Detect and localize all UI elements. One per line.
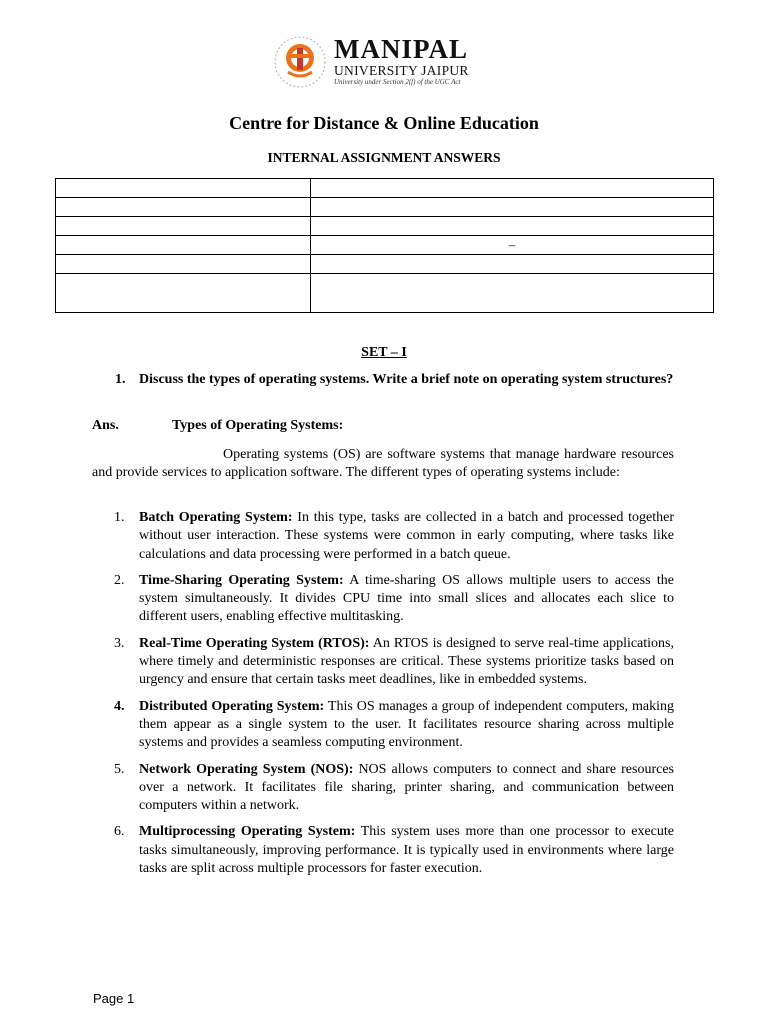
table-row (56, 274, 714, 313)
table-cell-value (311, 274, 714, 313)
list-item (92, 823, 674, 878)
list-item (92, 698, 674, 753)
student-info-table (55, 178, 714, 313)
table-cell-label (56, 217, 311, 236)
university-logo (272, 34, 502, 90)
list-item-number: 2. (114, 572, 125, 588)
list-item-text: This OS manages a group of independent computers, making them appear as a single system to the user. It facilitates resource sharing across multiple systems and provides a seamless computing environment. (139, 698, 674, 751)
table-row (56, 179, 714, 198)
list-item-number: 3. (114, 635, 125, 651)
question (115, 371, 675, 389)
set-heading: SET – I (361, 345, 407, 360)
question-text: Discuss the types of operating systems. Write a brief note on operating system structures? (139, 372, 674, 387)
logo-subname: UNIVERSITY JAIPUR (334, 63, 469, 78)
table-cell-value: – (311, 236, 714, 255)
answer-heading: Types of Operating Systems: (172, 418, 344, 433)
table-row (56, 255, 714, 274)
manipal-emblem-icon (272, 34, 328, 90)
table-cell-label (56, 236, 311, 255)
page-subtitle: INTERNAL ASSIGNMENT ANSWERS (267, 150, 501, 165)
list-item-number: 6. (114, 824, 125, 840)
list-item-number: 5. (114, 761, 125, 777)
page-number: Page 1 (93, 991, 135, 1006)
answer-label: Ans. (92, 418, 119, 433)
list-item-term: Distributed Operating System: (139, 698, 325, 714)
list-item-number: 4. (114, 698, 125, 714)
table-cell-label (56, 179, 311, 198)
list-item (92, 572, 674, 627)
list-item-term: Time-Sharing Operating System: (139, 572, 344, 588)
list-item-number: 1. (114, 510, 125, 525)
table-cell-label (56, 255, 311, 274)
table-row (56, 198, 714, 217)
list-item-text: In this type, tasks are collected in a batch and processed together without user interaction. These systems were common in early computing, where tasks like calculations and data processing were performed in a batch queue. (139, 510, 674, 562)
table-cell-value (311, 255, 714, 274)
list-item-text: NOS allows computers to connect and share resources over a network. It facilitates file sharing, printer sharing, and communication between computers within a network. (139, 761, 674, 814)
table-cell-value (311, 217, 714, 236)
list-item-text: A time-sharing OS allows multiple users to access the system simultaneously. It divides CPU time into small slices and allocates each slice to different users, enabling effective multitasking. (139, 572, 675, 625)
list-item-term: Network Operating System (NOS): (139, 761, 354, 777)
table-cell-label (56, 198, 311, 217)
list-item-text: An RTOS is designed to serve real-time applications, where timely and deterministic responses are critical. These systems prioritize tasks based on urgency and ensure that certain tasks meet deadlines, like in embedded systems. (139, 635, 675, 688)
question-number: 1. (115, 372, 126, 387)
os-types-list (92, 509, 674, 886)
list-item-term: Batch Operating System: (139, 510, 293, 525)
list-item-term: Multiprocessing Operating System: (139, 824, 356, 840)
table-cell-label (56, 274, 311, 313)
answer-intro: Operating systems (OS) are software systems that manage hardware resources and provide services to application software. The different types of operating systems include: (92, 447, 674, 481)
table-cell-value (311, 179, 714, 198)
list-item (92, 635, 674, 690)
page-title: Centre for Distance & Online Education (229, 113, 539, 133)
list-item-text: This system uses more than one processor to execute tasks simultaneously, improving performance. It is typically used in environments where large tasks are split across multiple processors for faster execution. (139, 824, 674, 877)
list-item (92, 761, 674, 816)
list-item (92, 509, 674, 564)
logo-tagline: University under Section 2(f) of the UGC Act (334, 78, 461, 86)
list-item-term: Real-Time Operating System (RTOS): (139, 635, 370, 651)
table-row (56, 236, 714, 255)
table-row (56, 217, 714, 236)
logo-wordmark: MANIPAL (334, 34, 468, 64)
table-cell-value (311, 198, 714, 217)
